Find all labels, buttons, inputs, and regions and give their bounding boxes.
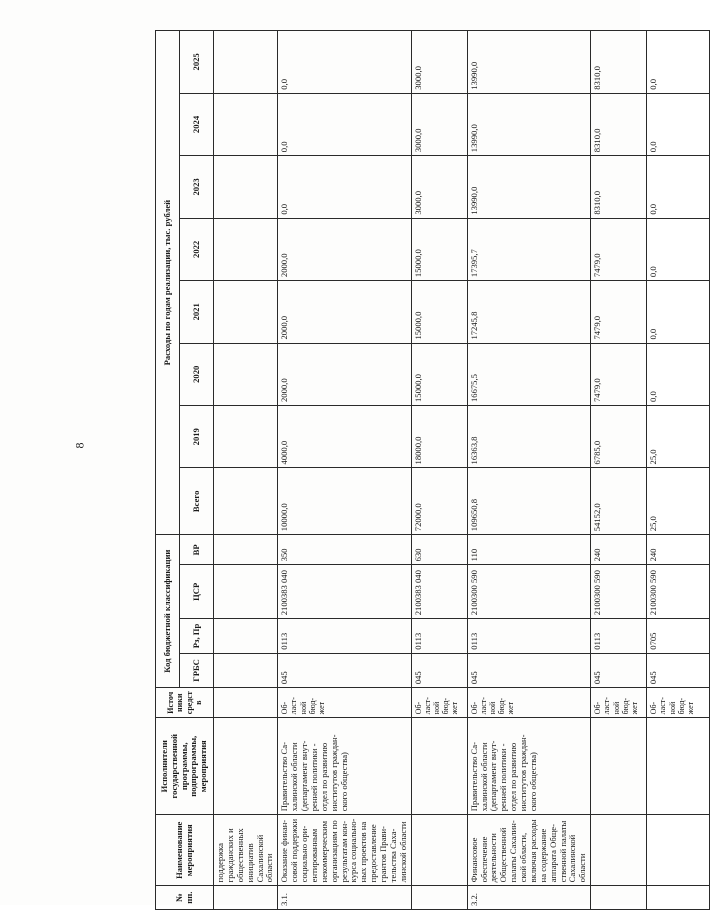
cell-2022: 2000,0: [278, 218, 411, 280]
header-vr: ВР: [180, 535, 214, 565]
cell-executor: [411, 718, 467, 815]
cell-name: [647, 815, 710, 886]
cell-2020: 15000,0: [411, 343, 467, 405]
header-rzpr: Рз, Пр: [180, 619, 214, 653]
cell-grbs: [214, 653, 278, 687]
cell-2021: 7479,0: [591, 281, 647, 343]
cell-name: Финансовое обеспечение деятельности Общественной палаты Сахалинской области, включая расходы на содержание аппарата Общественной палаты Сахалинской области: [467, 815, 591, 886]
cell-grbs: 045: [647, 653, 710, 687]
header-source: Источники средств: [156, 688, 214, 718]
cell-2023: [214, 156, 278, 218]
header-executor: Исполнители государственной программы, подпрограммы, мероприятия: [156, 718, 214, 815]
header-year-2023: 2023: [180, 156, 214, 218]
cell-2020: 16675,5: [467, 343, 591, 405]
header-total: Всего: [180, 468, 214, 535]
table-row: [467, 31, 591, 910]
cell-grbs: 045: [467, 653, 591, 687]
header-year-2022: 2022: [180, 218, 214, 280]
cell-2021: [214, 281, 278, 343]
table-row: [214, 31, 278, 910]
cell-source: Областной бюджет: [278, 688, 411, 718]
cell-2023: 8310,0: [591, 156, 647, 218]
cell-vr: 110: [467, 535, 591, 565]
cell-2020: 0,0: [647, 343, 710, 405]
cell-csr: 2100300 590: [647, 565, 710, 619]
cell-2020: 7479,0: [591, 343, 647, 405]
cell-total: 25,0: [647, 468, 710, 535]
cell-2025: 0,0: [278, 31, 411, 94]
cell-2023: 0,0: [278, 156, 411, 218]
cell-2019: [214, 406, 278, 468]
cell-rzpr: 0113: [467, 619, 591, 653]
cell-total: 54152,0: [591, 468, 647, 535]
cell-2024: 8310,0: [591, 93, 647, 155]
cell-2021: 17245,8: [467, 281, 591, 343]
budget-table: [155, 30, 710, 910]
cell-name: [591, 815, 647, 886]
cell-2019: 16363,8: [467, 406, 591, 468]
table-row: [647, 31, 710, 910]
cell-executor: [591, 718, 647, 815]
cell-2024: 3000,0: [411, 93, 467, 155]
cell-2023: 0,0: [647, 156, 710, 218]
cell-2022: 17395,7: [467, 218, 591, 280]
cell-source: Областной бюджет: [411, 688, 467, 718]
cell-2020: 2000,0: [278, 343, 411, 405]
cell-no: 3.1.: [278, 886, 411, 910]
table-row: [411, 31, 467, 910]
cell-2021: 2000,0: [278, 281, 411, 343]
cell-2019: 18000,0: [411, 406, 467, 468]
cell-2025: [214, 31, 278, 94]
cell-2025: 13990,0: [467, 31, 591, 94]
cell-vr: [214, 535, 278, 565]
cell-name: поддержка гражданских и общественных инициатив Сахалинской области: [214, 815, 278, 886]
header-no: № пп.: [156, 886, 214, 910]
cell-total: 72000,0: [411, 468, 467, 535]
cell-2024: [214, 93, 278, 155]
cell-total: 10000,0: [278, 468, 411, 535]
cell-2019: 6785,0: [591, 406, 647, 468]
cell-2019: 4000,0: [278, 406, 411, 468]
cell-source: Областной бюджет: [647, 688, 710, 718]
header-year-2025: 2025: [180, 31, 214, 94]
cell-executor: Правительство Сахалинской области (департамент внутренней политики - отдел по развитию институтов гражданского общества): [467, 718, 591, 815]
cell-no: [591, 886, 647, 910]
cell-2024: 13990,0: [467, 93, 591, 155]
cell-2021: 15000,0: [411, 281, 467, 343]
cell-2023: 3000,0: [411, 156, 467, 218]
cell-2022: 15000,0: [411, 218, 467, 280]
cell-csr: 2100300 590: [591, 565, 647, 619]
table-row: [278, 31, 411, 910]
cell-name: Оказание финансовой поддержки социально ориентированным некоммерческим организациям по результатам конкурса социальноных проектов на предоставление грантов Правительства Сахалинской области: [278, 815, 411, 886]
header-expenses: Расходы по годам реализации, тыс. рублей: [156, 31, 180, 535]
cell-2020: [214, 343, 278, 405]
cell-csr: 2100383 040: [411, 565, 467, 619]
cell-no: [214, 886, 278, 910]
cell-name: [411, 815, 467, 886]
cell-2025: 0,0: [647, 31, 710, 94]
cell-vr: 240: [647, 535, 710, 565]
cell-no: 3.2.: [467, 886, 591, 910]
cell-source: Областной бюджет: [591, 688, 647, 718]
cell-vr: 240: [591, 535, 647, 565]
header-year-2020: 2020: [180, 343, 214, 405]
cell-2025: 3000,0: [411, 31, 467, 94]
header-year-2019: 2019: [180, 406, 214, 468]
header-budget-code: Код бюджетной классификации: [156, 535, 180, 688]
cell-csr: 2100300 590: [467, 565, 591, 619]
header-year-2024: 2024: [180, 93, 214, 155]
cell-csr: [214, 565, 278, 619]
cell-2022: 7479,0: [591, 218, 647, 280]
cell-rzpr: 0113: [411, 619, 467, 653]
cell-rzpr: 0113: [278, 619, 411, 653]
cell-grbs: 045: [278, 653, 411, 687]
header-year-2021: 2021: [180, 281, 214, 343]
cell-2022: 0,0: [647, 218, 710, 280]
cell-rzpr: 0705: [647, 619, 710, 653]
cell-no: [411, 886, 467, 910]
cell-source: [214, 688, 278, 718]
cell-vr: 350: [278, 535, 411, 565]
cell-grbs: 045: [591, 653, 647, 687]
cell-2025: 8310,0: [591, 31, 647, 94]
cell-source: Областной бюджет: [467, 688, 591, 718]
cell-executor: [647, 718, 710, 815]
cell-executor: Правительство Сахалинской области (департамент внутренней политики - отдел по развитию институтов гражданского общества): [278, 718, 411, 815]
header-csr: ЦСР: [180, 565, 214, 619]
cell-2023: 13990,0: [467, 156, 591, 218]
cell-2024: 0,0: [278, 93, 411, 155]
header-grbs: ГРБС: [180, 653, 214, 687]
cell-grbs: 045: [411, 653, 467, 687]
cell-vr: 630: [411, 535, 467, 565]
cell-rzpr: [214, 619, 278, 653]
cell-rzpr: 0113: [591, 619, 647, 653]
cell-2024: 0,0: [647, 93, 710, 155]
cell-2019: 25,0: [647, 406, 710, 468]
cell-no: [647, 886, 710, 910]
page-number: 8: [72, 442, 87, 449]
table-row: [591, 31, 647, 910]
cell-csr: 2100383 040: [278, 565, 411, 619]
cell-executor: [214, 718, 278, 815]
cell-2021: 0,0: [647, 281, 710, 343]
budget-table-rotated: [155, 30, 695, 910]
cell-total: [214, 468, 278, 535]
header-name: Наименование мероприятия: [156, 815, 214, 886]
cell-total: 109650,8: [467, 468, 591, 535]
cell-2022: [214, 218, 278, 280]
